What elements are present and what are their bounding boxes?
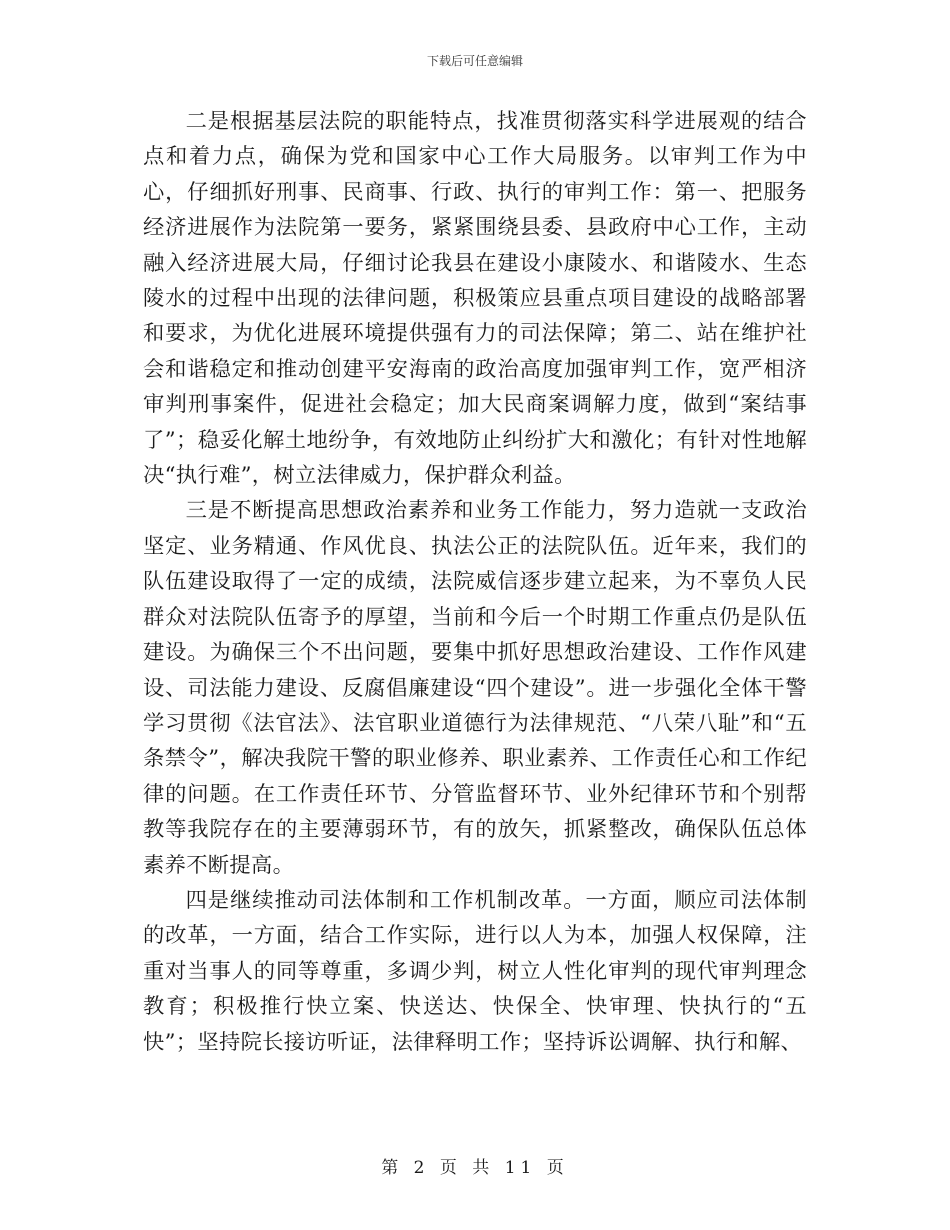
paragraph-3: 三是不断提高思想政治素养和业务工作能力，努力造就一支政治坚定、业务精通、作风优良、执法公正的法院队伍。近年来，我们的队伍建设取得了一定的成绩，法院威信逐步建立起来，为不辜负人民群众对法院队伍寄予的厚望，当前和今后一个时期工作重点仍是队伍建设。为确保三个不出问题，要集中抓好思想政治建设、工作作风建设、司法能力建设、反腐倡廉建设“四个建设”。进一步强化全体干警学习贯彻《法官法》、法官职业道德行为法律规范、“八荣八耻”和“五条禁令”，解决我院干警的职业修养、职业素养、工作责任心和工作纪律的问题。在工作责任环节、分管监督环节、业外纪律环节和个别帮教等我院存在的主要薄弱环节，有的放矢，抓紧整改，确保队伍总体素养不断提高。 xyxy=(143,498,807,878)
page-header: 下载后可任意编辑 xyxy=(426,54,523,68)
paragraph-4: 四是继续推动司法体制和工作机制改革。一方面，顺应司法体制的改革，一方面，结合工作实际，进行以人为本，加强人权保障，注重对当事人的同等尊重，多调少判，树立人性化审判的现代审判理念教育；积极推行快立案、快送达、快保全、快审理、快执行的“五快”；坚持院长接访听证，法律释明工作；坚持诉讼调解、执行和解、 xyxy=(143,887,807,1055)
document-body xyxy=(143,104,807,1060)
page-number-footer: 第 2 页 共 11 页 xyxy=(381,1158,569,1178)
paragraph-2: 二是根据基层法院的职能特点，找准贯彻落实科学进展观的结合点和着力点，确保为党和国家中心工作大局服务。以审判工作为中心，仔细抓好刑事、民商事、行政、执行的审判工作：第一、把服务经济进展作为法院第一要务，紧紧围绕县委、县政府中心工作，主动融入经济进展大局，仔细讨论我县在建设小康陵水、和谐陵水、生态陵水的过程中出现的法律问题，积极策应县重点项目建设的战略部署和要求，为优化进展环境提供强有力的司法保障；第二、站在维护社会和谐稳定和推动创建平安海南的政治高度加强审判工作，宽严相济审判刑事案件，促进社会稳定；加大民商案调解力度，做到“案结事了”；稳妥化解土地纷争，有效地防止纠纷扩大和激化；有针对性地解决“执行难”，树立法律威力，保护群众利益。 xyxy=(143,109,807,489)
